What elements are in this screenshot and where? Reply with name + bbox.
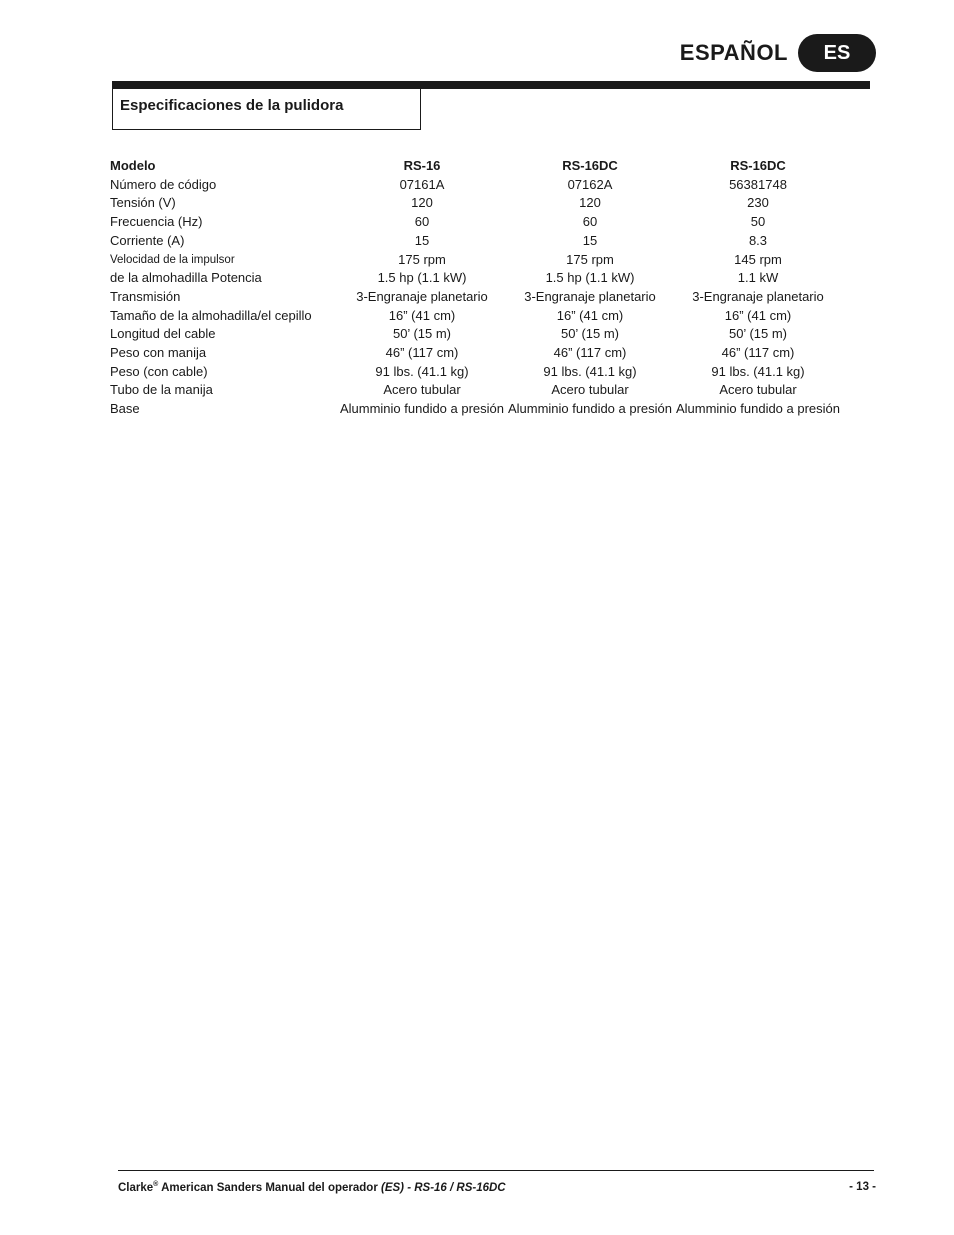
- spec-value: 3-Engranaje planetario: [356, 288, 488, 304]
- language-badge: ES: [798, 34, 876, 72]
- footer-company: American Sanders: [161, 1181, 263, 1194]
- footer-trademark: ®: [153, 1181, 159, 1188]
- section-title: Especificaciones de la pulidora: [120, 97, 344, 114]
- spec-value: Alumminio fundido a presión: [339, 401, 505, 417]
- spec-value: 120: [411, 195, 433, 211]
- spec-label: Peso (con cable): [110, 363, 208, 379]
- spec-value: 50’ (15 m): [560, 326, 620, 342]
- spec-value: Acero tubular: [719, 382, 797, 398]
- spec-row: [110, 400, 842, 419]
- spec-value: 07161A: [399, 176, 445, 192]
- spec-value: Alumminio fundido a presión: [675, 401, 841, 417]
- spec-value: 1.5 hp (1.1 kW): [545, 270, 635, 286]
- header-cell-rs16: RS-16: [403, 158, 441, 173]
- footer-manual: Manual del operador: [265, 1181, 378, 1194]
- spec-value: 3-Engranaje planetario: [692, 288, 824, 304]
- spec-value: 16” (41 cm): [388, 307, 456, 323]
- spec-value: Acero tubular: [383, 382, 461, 398]
- spec-value: 91 lbs. (41.1 kg): [543, 363, 637, 379]
- spec-label: Corriente (A): [110, 232, 185, 248]
- spec-value: 175 rpm: [566, 251, 614, 267]
- spec-label: Base: [110, 401, 140, 417]
- spec-label: Transmisión: [110, 288, 181, 304]
- footer-brand: Clarke: [118, 1181, 154, 1194]
- spec-value: 1.5 hp (1.1 kW): [377, 270, 467, 286]
- spec-row: [110, 381, 842, 400]
- spec-label: Número de código: [110, 176, 217, 192]
- spec-value: 16” (41 cm): [724, 307, 792, 323]
- spec-label: Velocidad de la impulsor: [110, 253, 235, 266]
- spec-row: [110, 269, 842, 288]
- spec-label: Tamaño de la almohadilla/el cepillo: [110, 307, 312, 323]
- spec-row: [110, 194, 842, 213]
- spec-value: 175 rpm: [398, 251, 446, 267]
- spec-value: 60: [414, 214, 430, 230]
- language-header: [680, 34, 876, 72]
- spec-row: [110, 325, 842, 344]
- spec-value: 50’ (15 m): [728, 326, 788, 342]
- spec-value: 120: [579, 195, 601, 211]
- footer-rule: [118, 1170, 874, 1171]
- spec-row: [110, 176, 842, 195]
- spec-row: [110, 251, 842, 270]
- spec-row: [110, 213, 842, 232]
- header-cell-rs16dc-120: RS-16DC: [562, 158, 618, 173]
- spec-row: [110, 363, 842, 382]
- spec-row: [110, 344, 842, 363]
- spec-value: Alumminio fundido a presión: [507, 401, 673, 417]
- spec-label: Tensión (V): [110, 195, 176, 211]
- spec-value: 230: [747, 195, 769, 211]
- spec-row: [110, 232, 842, 251]
- spec-label: Longitud del cable: [110, 326, 216, 342]
- spec-value: 15: [582, 232, 598, 248]
- spec-value: 8.3: [748, 232, 768, 248]
- header-rule: [112, 81, 870, 89]
- spec-value: 46” (117 cm): [385, 345, 459, 361]
- spec-value: Acero tubular: [551, 382, 629, 398]
- spec-value: 3-Engranaje planetario: [524, 288, 656, 304]
- spec-value: 145 rpm: [734, 251, 782, 267]
- page-footer: [118, 1181, 876, 1194]
- page-number: - 13 -: [849, 1181, 876, 1193]
- footer-edition: (ES) - RS-16 / RS-16DC: [381, 1181, 506, 1194]
- spec-row: [110, 307, 842, 326]
- spec-value: 91 lbs. (41.1 kg): [375, 363, 469, 379]
- header-cell-rs16dc-230: RS-16DC: [730, 158, 786, 173]
- spec-label: Peso con manija: [110, 345, 207, 361]
- spec-value: 1.1 kW: [737, 270, 779, 286]
- spec-table: [110, 157, 842, 419]
- spec-value: 46” (117 cm): [721, 345, 795, 361]
- spec-value: 46” (117 cm): [553, 345, 627, 361]
- spec-value: 91 lbs. (41.1 kg): [711, 363, 805, 379]
- spec-value: 07162A: [567, 176, 613, 192]
- spec-row: [110, 288, 842, 307]
- spec-label: Tubo de la manija: [110, 382, 213, 398]
- spec-value: 60: [582, 214, 598, 230]
- spec-label: de la almohadilla Potencia: [110, 270, 262, 286]
- header-cell-model: Modelo: [110, 158, 156, 173]
- spec-value: 50: [750, 214, 766, 230]
- spec-value: 16” (41 cm): [556, 307, 624, 323]
- spec-value: 15: [414, 232, 430, 248]
- language-label: ESPAÑOL: [679, 40, 788, 65]
- spec-value: 56381748: [729, 176, 787, 192]
- spec-table-header: [110, 157, 842, 176]
- footer-left: [118, 1181, 506, 1194]
- section-heading-box: [112, 89, 421, 130]
- spec-label: Frecuencia (Hz): [110, 214, 203, 230]
- spec-value: 50’ (15 m): [392, 326, 452, 342]
